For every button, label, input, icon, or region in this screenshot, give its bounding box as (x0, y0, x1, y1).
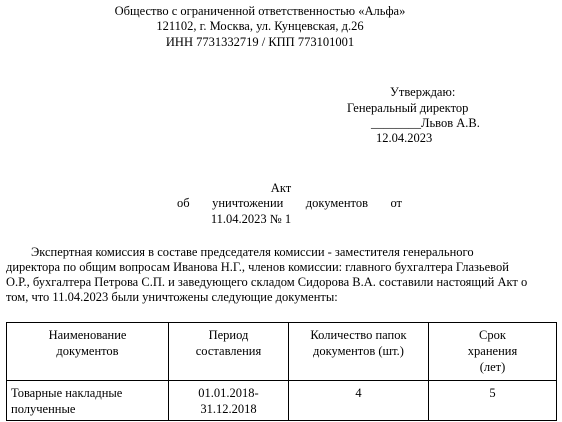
act-subtitle-word: уничтожении (212, 196, 284, 210)
header-cell-folders: Количество папок документов (шт.) (289, 323, 429, 381)
paragraph-line: О.Р., бухгалтера Петрова С.П. и заведующего складом Сидорова В.А. составили настоящий Акт о (6, 275, 528, 289)
header-cell-retention: Срок хранения (лет) (429, 323, 557, 381)
act-title: Акт (270, 181, 292, 195)
paragraph-line: Экспертная комиссия в составе председателя комиссии - заместителя генерального (6, 245, 474, 259)
cell-folders: 4 (289, 381, 429, 421)
paragraph-line: директора по общим вопросам Иванова Н.Г., членов комиссии: главного бухгалтера Глазьевой (6, 260, 509, 274)
documents-table (6, 322, 557, 421)
approval-title: Утверждаю: (390, 85, 456, 99)
act-subtitle-word: от (390, 196, 402, 210)
org-inn-kpp: ИНН 7731332719 / КПП 773101001 (165, 35, 355, 49)
body-paragraph (6, 245, 554, 305)
approval-date: 12.04.2023 (376, 131, 433, 145)
header-cell-name: Наименование документов (7, 323, 169, 381)
approval-role: Генеральный директор (347, 101, 469, 115)
cell-document-name: Товарные накладные полученные (7, 381, 169, 421)
header-cell-period: Период составления (169, 323, 289, 381)
cell-retention: 5 (429, 381, 557, 421)
paragraph-line: том, что 11.04.2023 были уничтожены следующие документы: (6, 290, 338, 304)
act-subtitle-word: об (177, 196, 190, 210)
cell-period: 01.01.2018- 31.12.2018 (169, 381, 289, 421)
org-address: 121102, г. Москва, ул. Кунцевская, д.26 (156, 19, 364, 33)
act-subtitle-word: документов (305, 196, 368, 210)
org-name: Общество с ограниченной ответственностью «Альфа» (114, 4, 406, 18)
approval-signature: ________Львов А.В. (371, 116, 480, 130)
table-row (7, 381, 557, 421)
act-date-number: 11.04.2023 № 1 (210, 212, 292, 226)
act-subtitle (177, 196, 402, 211)
table-header-row (7, 323, 557, 381)
